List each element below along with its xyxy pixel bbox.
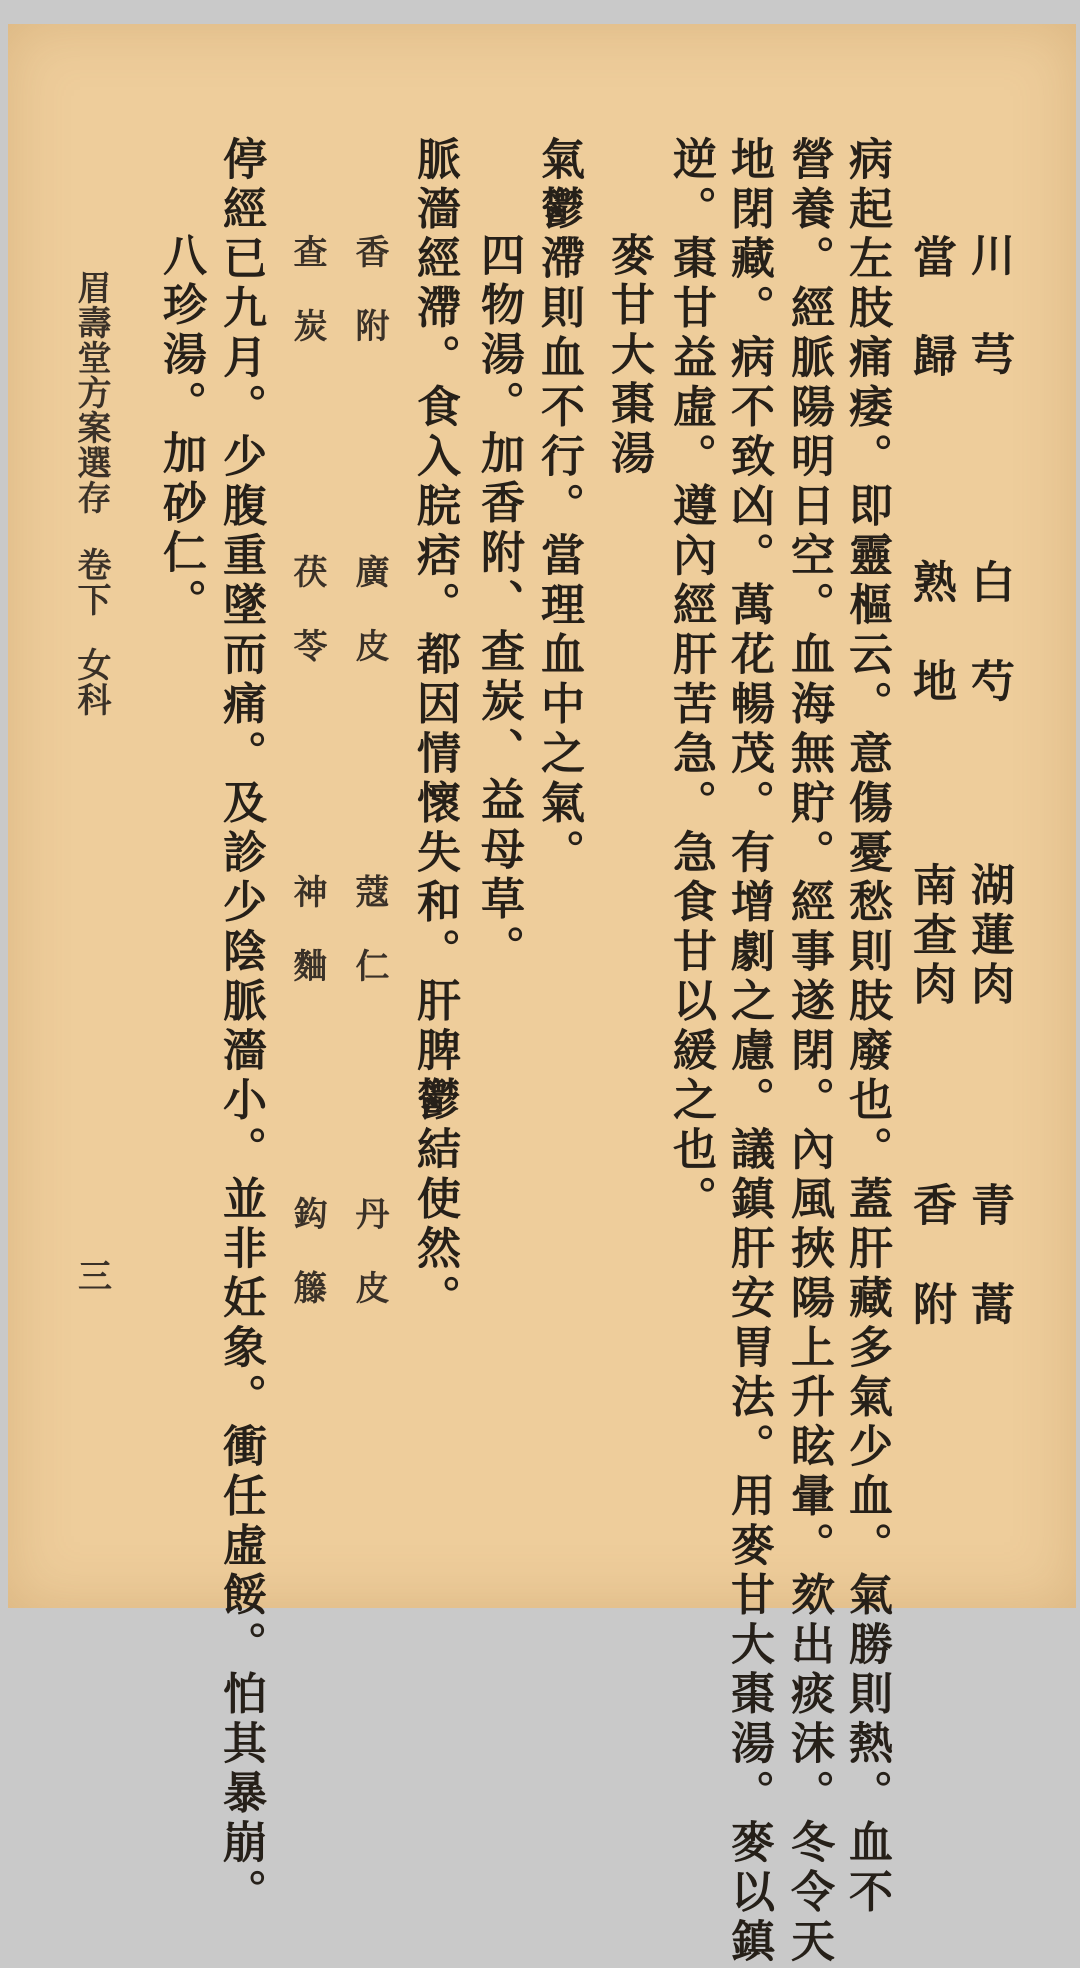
section-label: 女科 [71,647,111,717]
herb-item: 南查肉 [905,862,956,1011]
page-number: 三 [78,1257,112,1297]
herb-item: 鈎 籐 [287,1196,327,1307]
herb-item: 神 麯 [287,874,327,985]
herb-item: 丹 皮 [349,1196,389,1307]
herb-item: 廣 皮 [349,554,389,665]
case-text-line: 逆。棗甘益虛。遵內經肝苦急。急食甘以緩之也。 [665,136,716,1225]
case-text-line: 停經已九月。少腹重墜而痛。及診少陰脈濇小。並非妊象。衝任虛餒。怕其暴崩。 [215,136,266,1918]
book-title-text: 眉壽堂方案選存 [71,270,111,515]
herb-item: 查 炭 [287,234,327,345]
herb-item: 湖蓮肉 [963,862,1014,1011]
herb-item: 當 歸 [905,234,956,383]
formula-name: 麥甘大棗湯 [603,232,654,480]
book-title [71,270,111,717]
case-text-line: 氣鬱滯則血不行。當理血中之氣。 [533,136,584,879]
document-page [8,24,1076,1968]
herb-item: 蔻 仁 [349,874,389,985]
case-text-line: 脈濇經滯。食入脘痞。都因情懷失和。肝脾鬱結使然。 [409,136,460,1324]
case-text-line: 八珍湯。加砂仁。 [155,232,206,628]
herb-item: 香 附 [905,1182,956,1331]
case-text-line: 四物湯。加香附、查炭、益母草。 [473,232,524,975]
herb-item: 熟 地 [905,559,956,708]
herb-item: 白 芍 [963,559,1014,708]
case-text-line: 營養。經脈陽明日空。血海無貯。經事遂閉。內風挾陽上升眩暈。欬出痰沫。冬令天 [783,136,834,1968]
herb-item: 茯 苓 [287,554,327,665]
herb-item: 青 蒿 [963,1182,1014,1331]
case-text-line: 病起左肢痛痿。即靈樞云。意傷憂愁則肢廢也。蓋肝藏多氣少血。氣勝則熱。血不 [841,136,892,1918]
case-text-line: 地閉藏。病不致凶。萬花暢茂。有增劇之慮。議鎮肝安胃法。用麥甘大棗湯。麥以鎮 [723,136,774,1968]
herb-item: 香 附 [349,234,389,345]
volume-label: 卷下 [71,547,111,617]
herb-item: 川 芎 [963,232,1014,381]
